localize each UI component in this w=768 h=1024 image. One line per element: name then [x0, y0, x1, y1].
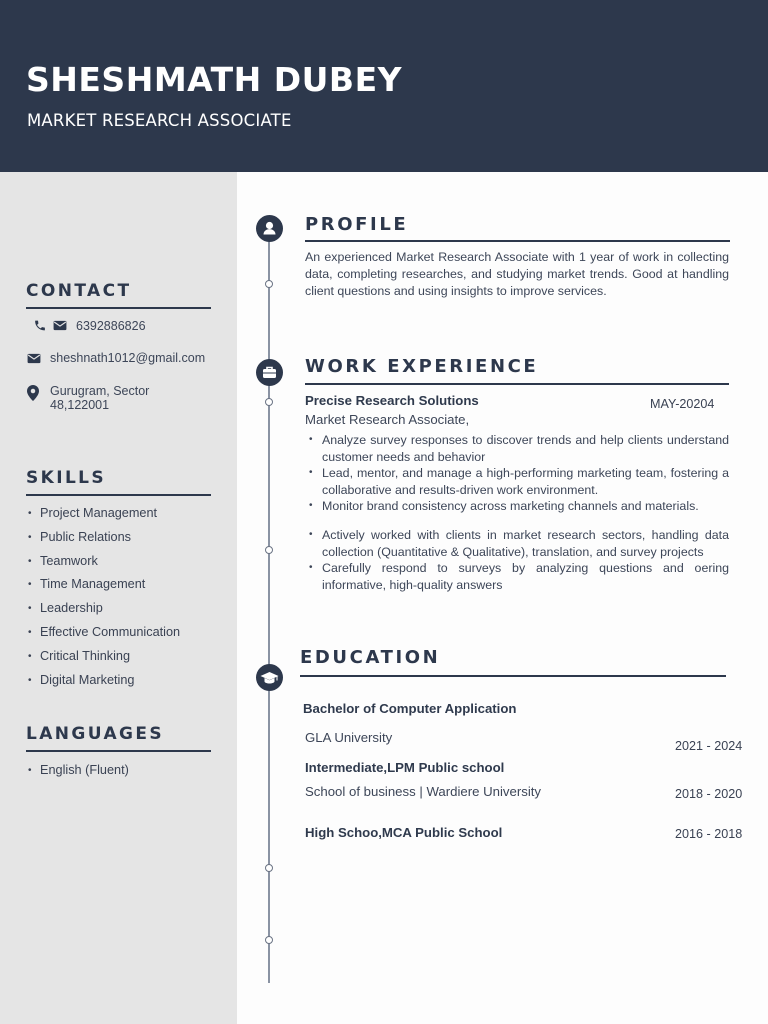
profile-summary: An experienced Market Research Associate with 1 year of work in collecting data, completing researches, and studying market trends. Good at handling client questions and using insights to improve services. — [305, 250, 729, 298]
high-school-name: High Schoo,MCA Public School — [305, 825, 503, 840]
job-position: Market Research Associate, — [305, 412, 470, 427]
work-heading: WORK EXPERIENCE — [305, 356, 539, 377]
responsibility-item: • Monitor brand consistency across marketing channels and materials. — [305, 498, 729, 515]
skill-item: • Digital Marketing — [26, 673, 180, 697]
graduation-cap-icon — [256, 664, 283, 691]
skill-item: • Critical Thinking — [26, 649, 180, 673]
skills-heading: SKILLS — [26, 468, 107, 488]
timeline-dot — [265, 546, 273, 554]
work-responsibilities-1 — [305, 432, 729, 515]
phone-icon — [33, 319, 47, 332]
language-item: • English (Fluent) — [26, 763, 129, 787]
phone-email-icon — [53, 320, 67, 331]
education-heading: EDUCATION — [300, 647, 441, 668]
degree-institution: GLA University — [305, 730, 393, 745]
profile-heading: PROFILE — [305, 214, 409, 235]
user-icon — [256, 215, 283, 242]
profile-divider — [305, 240, 730, 242]
education-divider — [300, 675, 726, 677]
responsibility-item: • Lead, mentor, and manage a high-performing marketing team, fostering a collaborative and results-driven work environment. — [305, 465, 729, 498]
responsibility-item: • Actively worked with clients in market research sectors, handling data collection (Quantitative & Qualitative), translation, and survey projects — [305, 527, 729, 560]
company-name: Precise Research Solutions — [305, 393, 479, 408]
contact-divider — [26, 307, 211, 309]
job-title: MARKET RESEARCH ASSOCIATE — [27, 111, 292, 130]
languages-heading: LANGUAGES — [26, 724, 165, 744]
work-date: MAY-20204 — [650, 397, 715, 411]
briefcase-icon — [256, 359, 283, 386]
location-icon — [27, 385, 39, 401]
work-responsibilities-2 — [305, 527, 729, 593]
education-section-marker — [256, 664, 283, 691]
work-divider — [305, 383, 729, 385]
skill-item: • Time Management — [26, 577, 180, 601]
languages-list — [26, 763, 129, 787]
responsibility-item: • Carefully respond to surveys by analyzing questions and oering informative, high-quality answers — [305, 560, 729, 593]
skill-item: • Effective Communication — [26, 625, 180, 649]
contact-heading: CONTACT — [26, 281, 132, 301]
responsibility-item: • Analyze survey responses to discover trends and help clients understand customer needs and behavior — [305, 432, 729, 465]
person-name: SHESHMATH DUBEY — [26, 60, 403, 99]
languages-divider — [26, 750, 211, 752]
work-section-marker — [256, 359, 283, 386]
resume-header — [0, 0, 768, 172]
intermediate-institution: School of business | Wardiere University — [305, 784, 542, 799]
intermediate-name: Intermediate,LPM Public school — [305, 760, 505, 775]
degree-dates: 2021 - 2024 — [675, 739, 743, 753]
timeline-dot — [265, 864, 273, 872]
address — [50, 384, 149, 412]
skill-item: • Project Management — [26, 506, 180, 530]
phone-number: 6392886826 — [76, 319, 146, 333]
address-line-2: 48,122001 — [50, 398, 110, 412]
email-icon — [27, 353, 41, 364]
skill-item: • Leadership — [26, 601, 180, 625]
intermediate-dates: 2018 - 2020 — [675, 787, 743, 801]
timeline-dot — [265, 936, 273, 944]
email-address: sheshnath1012@gmail.com — [50, 351, 206, 365]
degree-name: Bachelor of Computer Application — [303, 701, 517, 716]
timeline-dot — [265, 280, 273, 288]
timeline-dot — [265, 398, 273, 406]
high-school-dates: 2016 - 2018 — [675, 827, 743, 841]
skills-list — [26, 506, 180, 696]
address-line-1: Gurugram, Sector — [50, 384, 150, 398]
profile-section-marker — [256, 215, 283, 242]
skill-item: • Teamwork — [26, 554, 180, 578]
skill-item: • Public Relations — [26, 530, 180, 554]
skills-divider — [26, 494, 211, 496]
